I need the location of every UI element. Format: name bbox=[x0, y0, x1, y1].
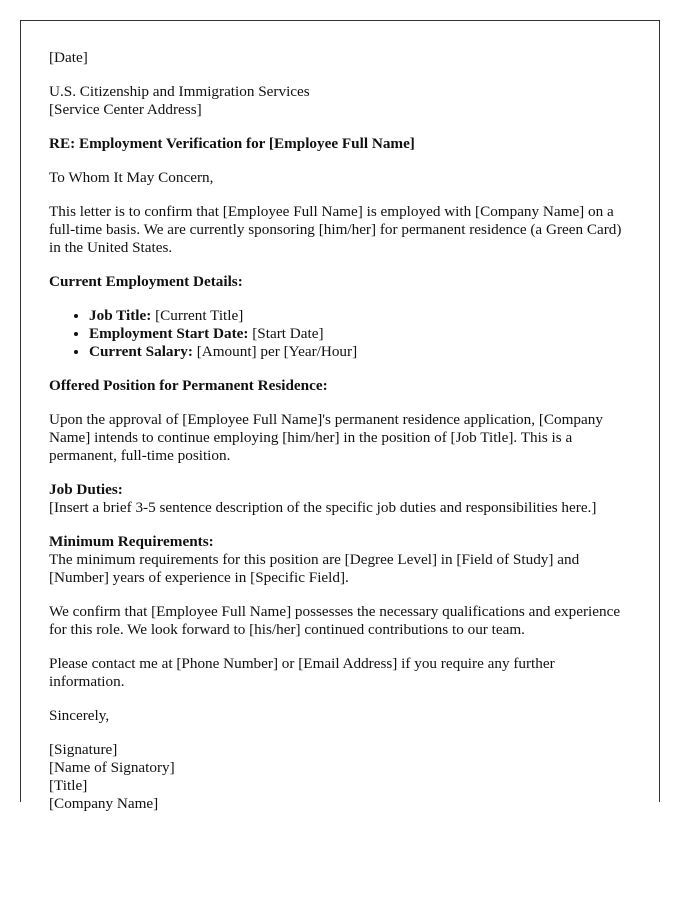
item-label: Current Salary: bbox=[89, 343, 193, 360]
job-duties-heading: Job Duties: bbox=[49, 481, 123, 498]
contact-paragraph: Please contact me at [Phone Number] or [Email Address] if you require any further information. bbox=[49, 655, 555, 690]
letter-frame bbox=[20, 20, 660, 812]
recipient-agency: U.S. Citizenship and Immigration Services bbox=[49, 83, 310, 100]
minimum-requirements-section bbox=[49, 533, 631, 587]
salutation: To Whom It May Concern, bbox=[49, 169, 214, 186]
item-value: [Current Title] bbox=[151, 307, 244, 324]
signature-block bbox=[49, 741, 631, 813]
list-item-salary bbox=[89, 343, 631, 361]
closing: Sincerely, bbox=[49, 707, 110, 724]
item-value: [Amount] per [Year/Hour] bbox=[192, 343, 358, 360]
intro-paragraph: This letter is to confirm that [Employee Full Name] is employed with [Company Name] on a full-time basis. We are currently sponsoring [him/her] for permanent residence (a Green Card) in the United States. bbox=[49, 203, 622, 256]
job-duties-section bbox=[49, 481, 631, 517]
letter-date: [Date] bbox=[49, 49, 88, 66]
current-employment-heading: Current Employment Details: bbox=[49, 273, 243, 290]
recipient-service-center: [Service Center Address] bbox=[49, 101, 202, 118]
signatory-company: [Company Name] bbox=[49, 795, 159, 812]
offered-position-heading: Offered Position for Permanent Residence: bbox=[49, 377, 328, 394]
list-item-job-title bbox=[89, 307, 631, 325]
minimum-requirements-heading: Minimum Requirements: bbox=[49, 533, 214, 550]
item-value: [Start Date] bbox=[248, 325, 324, 342]
current-employment-list bbox=[49, 307, 631, 361]
item-label: Employment Start Date: bbox=[89, 325, 249, 342]
signatory-name: [Name of Signatory] bbox=[49, 759, 175, 776]
employment-verification-letter bbox=[21, 21, 659, 813]
offered-position-paragraph: Upon the approval of [Employee Full Name]'s permanent residence application, [Company Name] intends to continue employing [him/her] in the position of [Job Title]. This is a permanent, full-time position. bbox=[49, 411, 603, 464]
letter-subject: RE: Employment Verification for [Employee Full Name] bbox=[49, 135, 415, 152]
job-duties-text: [Insert a brief 3-5 sentence description of the specific job duties and responsibilities here.] bbox=[49, 499, 597, 516]
list-item-start-date bbox=[89, 325, 631, 343]
signature: [Signature] bbox=[49, 741, 118, 758]
item-label: Job Title: bbox=[89, 307, 152, 324]
minimum-requirements-text: The minimum requirements for this position are [Degree Level] in [Field of Study] and [Number] years of experience in [Specific Field]. bbox=[49, 551, 580, 586]
recipient-address bbox=[49, 83, 631, 119]
signatory-title: [Title] bbox=[49, 777, 88, 794]
confirmation-paragraph: We confirm that [Employee Full Name] possesses the necessary qualifications and experience for this role. We look forward to [his/her] continued contributions to our team. bbox=[49, 603, 621, 638]
